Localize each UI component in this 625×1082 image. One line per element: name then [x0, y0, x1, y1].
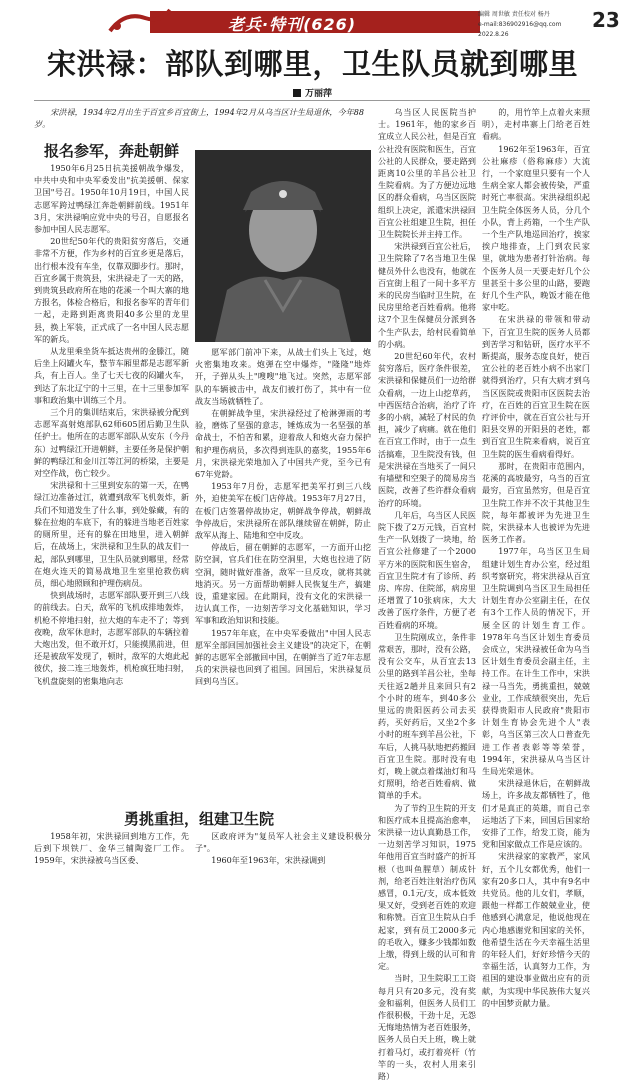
paragraph: 宋洪禄和十三里到安东的第一天，在鸭绿江边准备过江，就遭到敌军飞机轰炸，新兵们不知道发生了什么事，到处躲藏，有的躲在拉炮的车底下，有的躲进当地老百姓家的厕所里，还有的躲在田地里，进入朝鲜后，在战场上，宋洪禄和卫生队的战友们一起，部队到哪里，卫生队员就到哪里，经常在炮火连天的简易战地卫生室里抢救伤病员，细心地照顾和护理伤病员。 [34, 480, 189, 588]
section-title: 老兵·特刊(626) [228, 15, 357, 34]
paragraph: 快到战场时，志愿军部队要开到三八线的前线去。白天，敌军的飞机成排地轰炸，机枪不停地扫射，拉大炮的车走不了；等到夜晚，敌军休息时，志愿军部队的车辆拉着大炮出发，但不敢开灯，只能摸黑前进，但还是被敌军发现了，顿时，敌军的大炮此起彼伏，接二连三地轰炸，机枪疯狂地扫射，飞机盘旋刻的密集地向志 [34, 590, 189, 686]
square-bullet-icon [293, 89, 301, 97]
paragraph: 1958年初，宋洪禄回到地方工作，先后到下坝铁厂、金华三辅陶瓷厂工作。1959年，宋洪禄被乌当区委、 [34, 831, 189, 866]
paragraph: 1950年6月25日抗美援朝战争爆发，中共中央和中央军委发出"抗美援朝、保家卫国"号召。1950年10月19日，中国人民志愿军跨过鸭绿江奔赴朝鲜前线。1951年3月，宋洪禄响应党中央的号召，自愿报名参加中国人民志愿军。 [34, 163, 189, 235]
section-heading-1: 报名参军，奔赴朝鲜 [43, 142, 179, 160]
column-2-bottom [195, 830, 371, 866]
paragraph: 1957年年底，在中央军委做出"中国人民志愿军全部回国加强社会主义建设"的决定下，在朝鲜的志愿军全部撤回中国，在朝鲜当了近7年志愿兵的宋洪禄也回到了祖国。回国后，宋洪禄复员回到乌当区。 [195, 627, 371, 687]
paragraph: 20世纪50年代的贵阳贫穷落后，交通非常不方便，作为乡村的百宜乡更是落后，出行根本没有车坐，仅靠双脚步行。那时，百宜乡属于贵筑县，宋洪禄走了一天的路，到贵筑县政府所在地的花溪一个叫大寨的地方报名，体检合格后，和报名参军的青年们一起，走路到距离贵阳40多公里的龙里县，换上军装，正式成了一名中国人民志愿军的新兵。 [34, 236, 189, 344]
paragraph: 1962年至1963年，百宜公社麻疹（俗称麻疹）大流行，一个家庭里只要有一个人生病全家人都会被传染，严重时死亡率很高。宋洪禄组织起卫生院全体医务人员，分几个小队，背上药箱，一个生产队一个生产队地巡回治疗，挨家挨户地排查，上门到农民家里，就地为患者打针治病。每个医务人员一天要走好几个公里甚至十多公里的山路，要跑好几个生产队，晚饭才能在他家中吃。 [482, 143, 590, 313]
divider [34, 100, 590, 101]
email: e-mail:836902916@qq.com [478, 21, 562, 28]
paragraph: 宋洪禄到百宜公社后，卫生院除了7名当地卫生保健员外什么也没有，他就在百宜街上租了一间十多平方米的民房当临时卫生院，在民房里给老百姓看病。他将这7个卫生保健员分派到各个生产队去，给村民看简单的小病。 [378, 241, 476, 349]
paragraph: 在宋洪禄的带领和带动下，百宜卫生院的医务人员都到苦学习和钻研，医疗水平不断提高，服务态度良好，使百宜公社的老百姓小病不出家门就得到治疗，只有大病才到乌当区医院或贵阳市区医院去治疗，在百姓的百宜卫生院在医疗评价中，就在百宜公社与开阳县交界的开阳县的老姓，都到百宜卫生院来看病，说百宜卫生院的医生看病看得好。 [482, 314, 590, 459]
section-heading-2: 勇挑重担，组建卫生院 [123, 810, 274, 828]
column-2 [195, 346, 371, 789]
paragraph: 几年后，乌当区人民医院下拨了2万元钱，百宜村生产一队划拨了一块地，给百宜公社修建了一个2000平方米的医院和医生宿舍，百宜卫生院才有了诊所、药房、库房、住院部，病房里还增置了10张病床，大大改善了医疗条件，方便了老百姓看病的环境。 [378, 509, 476, 630]
masthead-banner [0, 0, 625, 40]
paragraph: 从龙里乘坐货车抵达贵州的金滕江，随后坐上闷罐火车，整节车厢里都是志愿军新兵，有上百人。坐了七天七夜的闷罐火车，到达了东北辽宁的十三里，在十三里参加军事和政治集中训练三个月。 [34, 346, 189, 405]
paragraph: 乌当区人民医院当护士。1961年，他的家乡百宜成立人民公社，但是百宜公社没有医院和医生，百宜公社的人民群众，要走路到距离10公里的羊昌公社卫生院看病。为了方便边远地区的群众看病，乌当区医院组织上决定，派遣宋洪禄回百宜公社组建卫生院，担任卫生院院长并主持工作。 [378, 107, 476, 240]
paragraph: 为了节约卫生院的开支和医疗成本且提高治愈率，宋洪禄一边认真勤恳工作，一边刻苦学习知识，1975年他用百宜当时盛产的折耳根（也叫鱼腥草）制成针剂，给老百姓注射治疗伤风感冒，0.1元/支，成本低效果又好，受到老百姓的欢迎和称赞。百宜卫生院从白手起家，到有员工2000多元的毛收入，赚多少钱都如数上缴，得到上级的认可和肯定。 [378, 802, 476, 972]
paragraph: 宋洪禄家的家教严，家风好，五个儿女都优秀，他们一家有20多口人，其中有9名中共党员。他的儿女们，孝顺，跟他一样都工作兢兢业业，使他感到心满意足，他说他现在内心地感谢党和国家的关怀，他希望生活在今天幸福生活里的年轻人们，好好珍惜今天的幸福生活，认真努力工作，为祖国的建设事业做出应有的贡献，为实现中华民族伟大复兴的中国梦贡献力量。 [482, 851, 590, 1008]
paragraph: 停战后，留在朝鲜的志愿军，一方面开山挖防空洞，官兵们住在防空洞里，大炮也拉进了防空洞，随时做好准备，敌军一旦反攻，就将其就地消灭。另一方面帮助朝鲜人民恢复生产，搞建设，重建家园。在此期间，没有文化的宋洪禄一边认真工作，一边刻苦学习文化基础知识，学习军事和政治知识和技能。 [195, 542, 371, 626]
email-line [478, 20, 593, 40]
editor-info [478, 10, 593, 40]
column-4 [482, 106, 590, 1008]
paragraph: 那时，在贵阳市范围内，花溪的高坡最穷，乌当的百宜最穷，百宜虽然穷，但是百宜卫生院工作并不次于其他卫生院，每年都被评为先进卫生院，宋洪禄本人也被评为先进医务工作者。 [482, 460, 590, 545]
paragraph: 1960年至1963年，宋洪禄调到 [211, 855, 326, 866]
paragraph: 的，用竹竿上点着火来照明），走村串寨上门给老百姓看病。 [482, 107, 590, 142]
paragraph: 卫生院刚成立，条件非常艰苦，那时，没有公路，没有公交车，从百宜去13公里的路到羊昌公社，坐每天往返2趟并且来回只有2个小时的班车，到40多公里远的贵阳医药公司去买药，买好药后，又坐2个多小时的班车到羊昌公社，下车后，人挑马驮地把药搬回百宜卫生院。那时没有电灯，晚上就点着煤油灯和马灯照明，给老百姓看病、做简单的手术。 [378, 631, 476, 801]
byline [0, 86, 625, 99]
issue-date: 2022.8.26 [478, 31, 509, 38]
editor-line: 编辑 周世敏 责任校对 杨丹 [478, 11, 550, 18]
article-headline: 宋洪禄：部队到哪里，卫生队员就到哪里 [46, 47, 578, 81]
paragraph: 三个月的集训结束后，宋洪禄被分配到志愿军高射炮部队62师605团后勤卫生队任护士。他所在的志愿军部队从安东（今丹东）过鸭绿江开进朝鲜，主要任务是保护朝鲜的鸭绿江和金川江等江河的桥梁，主要是对空作战，伤亡较少。 [34, 407, 189, 479]
laobing-logo-icon [105, 6, 175, 36]
intro-paragraph: 宋洪禄，1934年2月出生于百宜乡百宜街上，1994年2月从乌当区计生局退休，今年88岁。 [34, 107, 364, 130]
column-1-bottom [34, 830, 189, 866]
column-1 [34, 162, 189, 802]
paragraph: 区政府评为"复员军人社会主义建设积极分子"。 [195, 831, 371, 854]
paragraph: 20世纪60年代，农村贫穷落后，医疗条件很差，宋洪禄和保健员们一边给群众看病，一边上山挖草药，中西医结合治病，治疗了许多的小病，减轻了村民的负担，减少了病痛。就在他们在百宜工作时，由于一点生活搞难，卫生院没有钱，但是宋洪禄在当地买了一间只有墙壁和空架子的简易房当医院，改善了些许群众看病治疗的环境。 [378, 351, 476, 508]
paragraph: 愿军部门前冲下来，从战士们头上飞过，炮火密集地攻来。炮弹在空中爆炸，"隆隆"地炸开，子弹从头上"嗖嗖"地飞过。突然，志愿军部队的车辆被击中，战友们被打伤了，其中有一位战友当场就牺牲了。 [195, 347, 371, 406]
paragraph: 当时，卫生院职工工资每月只有20多元，没有奖金和福利，但医务人员们工作很积极，干劲十足，无怨无悔地热情为老百姓服务，医务人员白天上班，晚上就打着马灯，或打着亮杆（竹竿的一头，农村人用来引路） [378, 973, 476, 1082]
author-name: 万丽萍 [304, 89, 332, 99]
paragraph: 在朝鲜战争里，宋洪禄经过了枪淋弹雨的考验，磨炼了坚强的意志，锤炼成为一名坚强的革命战士，不怕苦和累，迎着敌人和炮火奋力保护和护理伤病员，多次得到连队的嘉奖，1955年6月，宋洪禄光荣地加入了中国共产党，至今已有67年党龄。 [195, 408, 371, 480]
portrait-photo [195, 150, 371, 342]
paragraph: 宋洪禄退休后，在朝鲜战场上，许多战友都牺牲了，他们才是真正的英雄，而自己幸运地活了下来，回国后国家给安排了工作，给发工资，能为党和国家做点工作是应该的。 [482, 778, 590, 850]
page-number: 23 [592, 8, 620, 32]
column-3 [378, 106, 476, 1082]
paragraph: 1977年，乌当区卫生局组建计划生育办公室，经过组织考察研究，将宋洪禄从百宜卫生院调到乌当区卫生局担任计划生育办公室副主任，在仅有3个工作人员的情况下，开展全区的计划生育工作。1978年乌当区计划生育委员会成立，宋洪禄被任命为乌当区计划生育委员会副主任，主持工作。在计生工作中，宋洪禄一马当先，勇挑重担，兢兢业业，工作成绩很突出，先后获得贵阳市人民政府"贵阳市计划生育协会先进个人"表彰，乌当区第三次人口普查先进工作者表彰等等荣誉，1994年，宋洪禄从乌当区计生局光荣退休。 [482, 546, 590, 776]
paragraph: 1953年7月份，志愿军把美军打到三八线外，迫使美军在板门店停战。1953年7月27日，在板门店签署停战协定，朝鲜战争停战，朝鲜战争停战后，宋洪禄所在部队继续留在朝鲜，防止敌军从海上、陆地和空中反攻。 [195, 481, 371, 541]
